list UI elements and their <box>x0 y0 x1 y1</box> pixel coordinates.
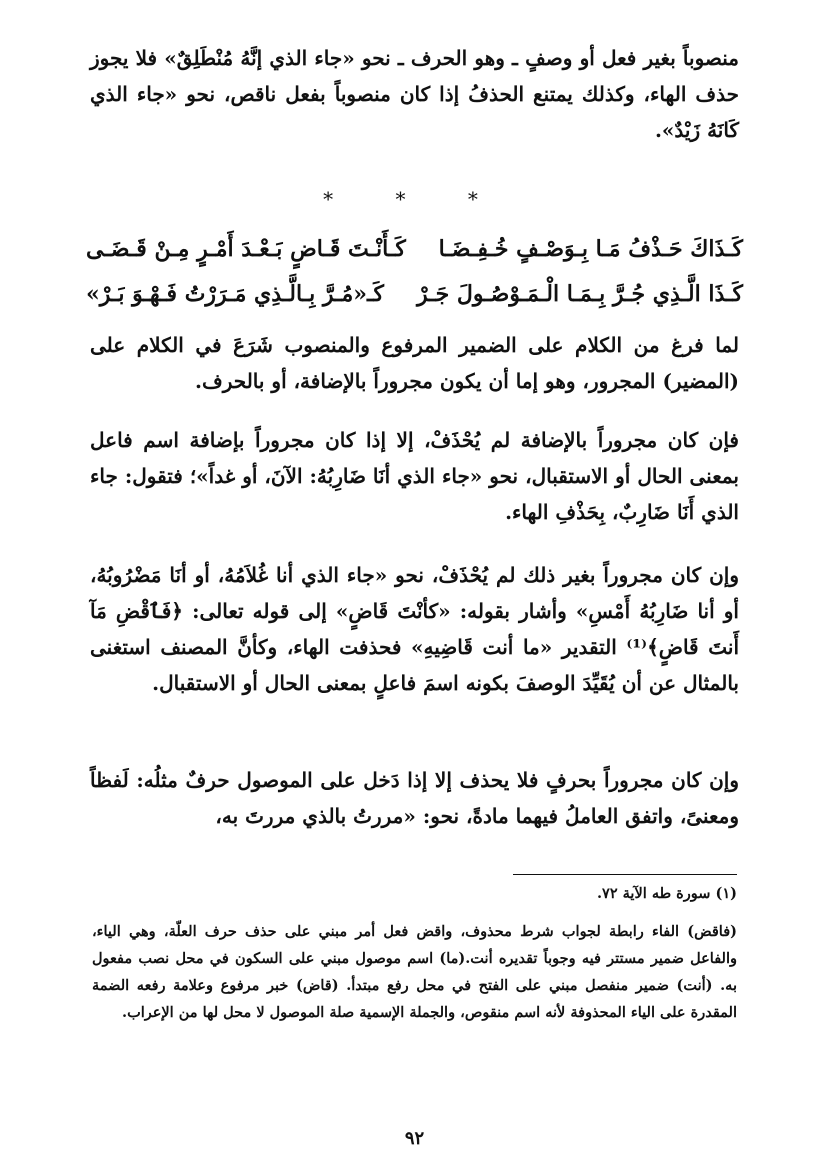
verse-first-hemistich: كَـذَا الَّـذِي جُـرَّ بِـمَـا الْـمَـوْصُـولَ جَـرْ <box>417 281 743 307</box>
verse-line <box>86 281 743 321</box>
footnote-divider <box>513 874 737 875</box>
verse-line <box>86 236 743 276</box>
verse-first-hemistich: كَـذَاكَ حَـذْفُ مَـا بِـوَصْـفٍ خُـفِـضَـا <box>438 236 743 262</box>
intro-paragraph: منصوباً بغير فعل أو وصفٍ ـ وهو الحرف ـ نحو «جاء الذي إنَّهُ مُنْطَلِقٌ» فلا يجوز حذف الهاء، وكذلك يمتنع الحذفُ إذا كان منصوباً بفعل ناقص، نحو «جاء الذي كَانَهُ زَيْدٌ». <box>90 46 739 142</box>
body-paragraph: وإن كان مجروراً بحرفٍ فلا يحذف إلا إذا دَخل على الموصول حرفٌ مثلُه: لَفظاً ومعنىً، واتفق العاملُ فيهما مادةً، نحو: «مررتُ بالذي مررتَ به، <box>90 768 739 828</box>
footnote-body: (فاقض) الفاء رابطة لجواب شرط محذوف، واقض فعل أمر مبني على حذف حرف العلّة، وهي الياء، والفاعل ضمير مستتر فيه وجوباً تقديره أنت.(ما) اسم موصول مبني على السكون في محل نصب مفعول به. (أنت) ضمير منفصل مبني على الفتح في محل رفع مبتدأ. (قاض) خبر مرفوع وعلامة رفعه الضمة المقدرة على الياء المحذوفة لأنه اسم منقوص، والجملة الإسمية صلة الموصول لا محل لها من الإعراب. <box>92 923 737 1021</box>
footnote-reference: (١) سورة طه الآية ٧٢. <box>596 885 737 902</box>
body-paragraph: لما فرغ من الكلام على الضمير المرفوع والمنصوب شَرَعَ في الكلام على (المضير) المجرور، وهو إما أن يكون مجروراً بالإضافة، أو بالحرف. <box>90 333 739 393</box>
page-number: ٩٢ <box>404 1128 425 1149</box>
body-paragraph: وإن كان مجروراً بغير ذلك لم يُحْذَفْ، نحو «جاء الذي أنا غُلاَمُهُ، أو أنَا مَضْرُوبُهُ، أو أنا ضَارِبُهُ أَمْسِ» وأشار بقوله: «كأنْتَ قَاضٍ» إلى قوله تعالى: ﴿فَٱقْضِ مَآ أَنتَ قَاضٍ﴾⁽¹⁾ التقدير «ما أنت قَاضِيهِ» فحذفت الهاء، وكأنَّ المصنف استغنى بالمثال عن أن يُقَيِّدَ الوصفَ بكونه اسمَ فاعلٍ بمعنى الحال أو الاستقبال. <box>90 563 739 695</box>
verse-second-hemistich: كَـأَنْـتَ قَـاضٍ بَـعْـدَ أَمْـرٍ مِـنْ قَـضَـى <box>86 236 406 262</box>
verse-second-hemistich: كَـ«مُـرَّ بِـالَّـذِي مَـرَرْتُ فَـهْـوَ بَـرْ» <box>86 281 384 307</box>
body-paragraph: فإن كان مجروراً بالإضافة لم يُحْذَفْ، إلا إذا كان مجروراً بإضافة اسم فاعل بمعنى الحال أو الاستقبال، نحو «جاء الذي أنَا ضَارِبُهُ: الآنَ، أو غداً»؛ فتقول: جاء الذي أَنَا ضَارِبٌ، بِحَذْفِ الهاء. <box>90 428 739 524</box>
section-separator: * * * <box>323 187 506 211</box>
